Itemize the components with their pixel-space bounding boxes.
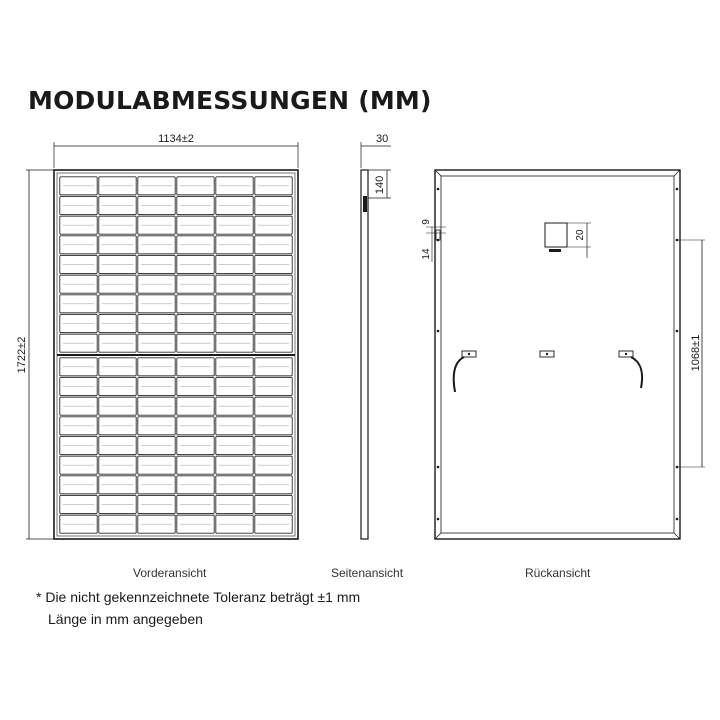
front-view-caption: Vorderansicht (133, 566, 207, 580)
side-thickness-label: 30 (376, 133, 389, 145)
connector-dot (625, 353, 627, 355)
tolerance-note: * Die nicht gekennzeichnete Toleranz beträgt ±1 mm (36, 589, 361, 605)
side-view-caption: Seitenansicht (331, 566, 404, 580)
front-height-label: 1722±2 (16, 336, 28, 374)
frame-hole (676, 188, 679, 191)
frame-hole (437, 518, 440, 521)
back-view-caption: Rückansicht (525, 566, 591, 580)
junction-box-connector (549, 249, 561, 252)
side-frame (361, 170, 368, 539)
side-view (361, 133, 391, 539)
side-junction-box (363, 196, 367, 212)
frame-hole (676, 330, 679, 333)
connector-dot (468, 353, 470, 355)
connector-dot (546, 353, 548, 355)
front-view (16, 133, 298, 539)
back-view (421, 170, 705, 539)
front-width-label: 1134±2 (158, 133, 194, 145)
frame-hole (437, 188, 440, 191)
hole-small-label: 9 (421, 219, 432, 225)
mount-distance-label: 1068±1 (690, 334, 702, 372)
frame-hole (437, 330, 440, 333)
unit-note: Länge in mm angegeben (48, 611, 203, 627)
hole-offset-label: 14 (421, 248, 432, 260)
page-title: MODULABMESSUNGEN (MM) (28, 86, 432, 115)
frame-hole (437, 466, 440, 469)
box-label: 20 (575, 229, 586, 241)
side-offset-label: 140 (374, 175, 386, 195)
frame-hole (676, 518, 679, 521)
junction-box (545, 223, 567, 247)
